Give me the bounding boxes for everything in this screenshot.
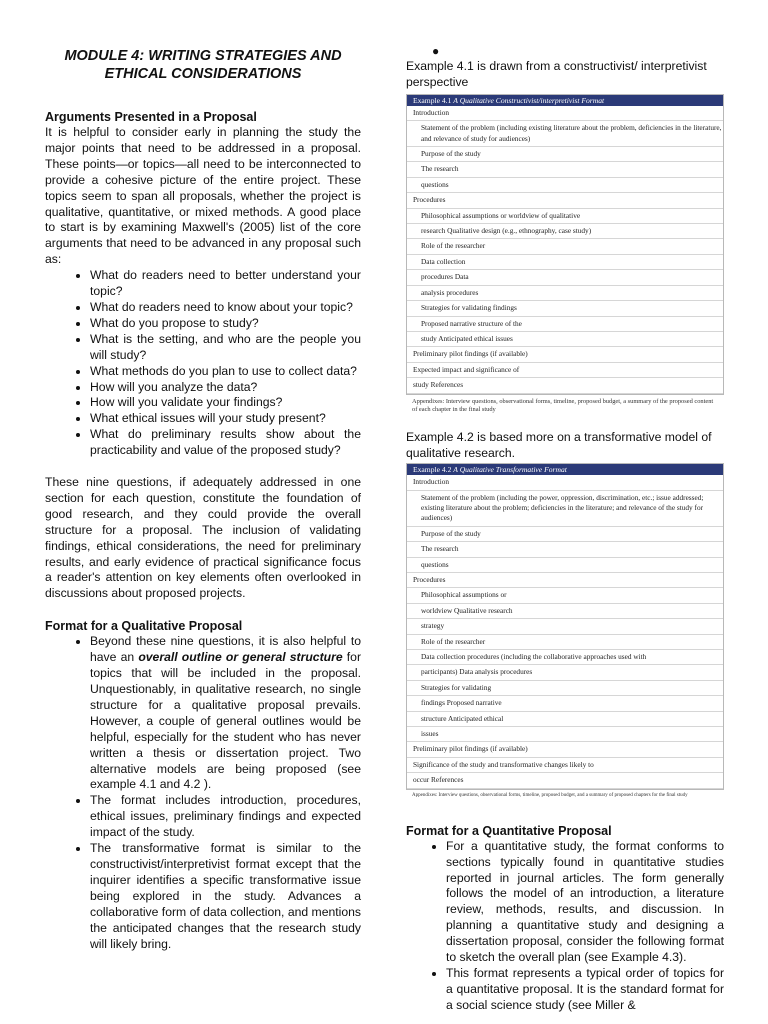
figure-row: worldview Qualitative research (407, 604, 723, 619)
figure-row: Statement of the problem (including the power, oppression, discrimination, etc.; issue addressed; existing literature about the problem; deficiencies in the literature; and relevance of the study for audiences) (407, 491, 723, 527)
figure-row: Philosophical assumptions or worldview of qualitative (407, 209, 723, 224)
figure-row: structure Anticipated ethical (407, 712, 723, 727)
figure-row: findings Proposed narrative (407, 696, 723, 711)
figure-row: study References (407, 378, 723, 393)
figure-row: The research (407, 162, 723, 177)
figure-row: The research (407, 542, 723, 557)
list-item: • How will you validate your findings? (90, 395, 361, 411)
figure-row: Philosophical assumptions or (407, 588, 723, 603)
qualitative-bullets (45, 634, 361, 952)
list-item: • The format includes introduction, procedures, ethical issues, preliminary findings and expected impact of the study. (90, 793, 361, 841)
figure-row: Strategies for validating findings (407, 301, 723, 316)
figure-row: Purpose of the study (407, 147, 723, 162)
list-item: • What do preliminary results show about the practicability and value of the proposed study? (90, 427, 361, 459)
figure-row: procedures Data (407, 270, 723, 285)
figure-row: Introduction (407, 106, 723, 121)
bullet-dot: ● (432, 44, 440, 58)
heading-quantitative-format: Format for a Quantitative Proposal (406, 823, 612, 838)
figure-row: Expected impact and significance of (407, 363, 723, 378)
figure-row: Preliminary pilot findings (if available) (407, 347, 723, 362)
figure-row: Role of the researcher (407, 635, 723, 650)
figure-row: Procedures (407, 193, 723, 208)
figure-row: Significance of the study and transformative changes likely to (407, 758, 723, 773)
list-item: • For a quantitative study, the format conforms to sections typically found in quantitative studies reported in journal articles. The form generally follows the model of an introduction, a literature review, methods, results, and discussion. In planning a quantitative study and designing a dissertation proposal, consider the following format to sketch the overall plan (see Example 4.3). (446, 839, 724, 966)
example-4-1-intro: Example 4.1 is drawn from a constructivist/ interpretivist perspective (406, 59, 707, 89)
heading-arguments: Arguments Presented in a Proposal (45, 110, 257, 124)
figure-row: strategy (407, 619, 723, 634)
figure-row: questions (407, 558, 723, 573)
example-4-1-figure (406, 94, 724, 395)
list-item: • This format represents a typical order of topics for a quantitative proposal. It is the standard format for a social science study (see Miller & (446, 966, 724, 1014)
example-4-1-caption: Appendixes: Interview questions, observational forms, timeline, proposed budget, a summary of the proposed content of each chapter in the final study (412, 397, 714, 413)
figure-row: research Qualitative design (e.g., ethnography, case study) (407, 224, 723, 239)
list-item: • What do you propose to study? (90, 316, 361, 332)
figure-row: Strategies for validating (407, 681, 723, 696)
heading-qualitative-format: Format for a Qualitative Proposal (45, 619, 243, 634)
quantitative-bullets (406, 839, 724, 1014)
list-item: • What do readers need to better understand your topic? (90, 268, 361, 300)
figure-row: occur References (407, 773, 723, 788)
example-4-2-intro: Example 4.2 is based more on a transformative model of qualitative research. (406, 430, 712, 461)
figure-row: Procedures (407, 573, 723, 588)
figure-row: analysis procedures (407, 286, 723, 301)
figure-row: Purpose of the study (407, 527, 723, 542)
list-item: • What do readers need to know about your topic? (90, 300, 361, 316)
figure-header: Example 4.2 A Qualitative Transformative Format (407, 464, 723, 475)
list-item: • Beyond these nine questions, it is also helpful to have an overall outline or general structure for topics that will be included in the proposal. Unquestionably, in qualitative research, no single structure for a qualitative proposal prevails. However, a couple of general outlines would be helpful, especially for the student who has never written a thesis or dissertation project. Two alternative models are being proposed (see example 4.1 and 4.2 ). (90, 634, 361, 793)
paragraph-nine-questions: These nine questions, if adequately addressed in one section for each question, constitute the foundation of good research, and they could provide the overall structure for a proposal. The inclusion of validating findings, ethical considerations, the need for preliminary results, and early evidence of practical significance focus a reader's attention on key elements often overlooked in discussions about proposed projects. (45, 475, 361, 601)
figure-row: questions (407, 178, 723, 193)
figure-row: Introduction (407, 475, 723, 490)
questions-list (45, 268, 361, 459)
module-title: MODULE 4: WRITING STRATEGIES AND ETHICAL CONSIDERATIONS (64, 48, 342, 82)
figure-row: Role of the researcher (407, 239, 723, 254)
figure-row: Preliminary pilot findings (if available) (407, 742, 723, 757)
paragraph-arguments: It is helpful to consider early in planning the study the major points that need to be addressed in a proposal. These points—or topics—all need to be interconnected to provide a cohesive picture of the entire project. These topics seem to span all proposals, whether the project is qualitative, quantitative, or mixed methods. A good place to start is by examining Maxwell's (2005) list of the core arguments that need to be advanced in any proposal such as: (45, 125, 361, 267)
figure-row: issues (407, 727, 723, 742)
list-item: • What ethical issues will your study present? (90, 411, 361, 427)
figure-rows (407, 475, 723, 789)
figure-header: Example 4.1 A Qualitative Constructivist/interpretivist Format (407, 95, 723, 106)
list-item: • How will you analyze the data? (90, 380, 361, 396)
figure-row: Proposed narrative structure of the (407, 317, 723, 332)
list-item: • What methods do you plan to use to collect data? (90, 364, 361, 380)
figure-row: participants) Data analysis procedures (407, 665, 723, 680)
figure-rows (407, 106, 723, 394)
example-4-2-figure (406, 463, 724, 790)
right-column (406, 0, 724, 1014)
example-4-2-caption: Appendixes: Interview questions, observational forms, timeline, proposed budget, and a summary of proposed chapters for the final study (412, 792, 688, 798)
list-item: • The transformative format is similar to the constructivist/interpretivist format except that the inquirer identifies a specific transformative issue being explored in the study. Advances a collaborative form of data collection, and mentions the anticipated changes that the research study will likely bring. (90, 841, 361, 952)
figure-row: Data collection procedures (including the collaborative approaches used with (407, 650, 723, 665)
figure-row: study Anticipated ethical issues (407, 332, 723, 347)
left-column (45, 0, 361, 952)
list-item: • What is the setting, and who are the people you will study? (90, 332, 361, 364)
figure-row: Statement of the problem (including existing literature about the problem, deficiencies in the literature, and relevance of study for audiences) (407, 121, 723, 147)
figure-row: Data collection (407, 255, 723, 270)
